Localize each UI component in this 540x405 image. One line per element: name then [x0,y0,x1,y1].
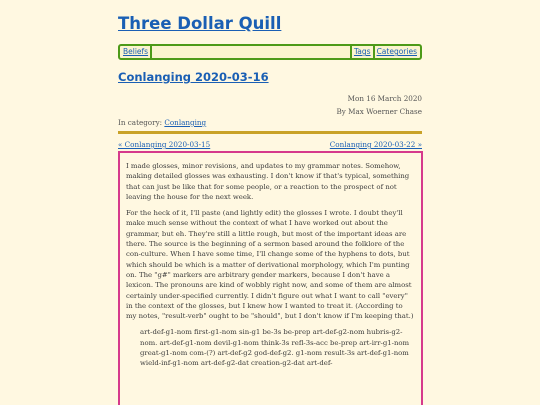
nav-link-tags[interactable]: Tags [353,47,371,56]
nav-separator [150,46,152,58]
category-prefix: In category: [118,118,163,127]
post-author: By Max Woerner Chase [336,107,422,116]
prev-post-link[interactable]: « Conlanging 2020-03-15 [118,140,211,149]
post-content [118,151,423,405]
divider [118,131,422,134]
site-title-link[interactable]: Three Dollar Quill [118,14,282,33]
category-link[interactable]: Conlanging [164,118,207,127]
post-paragraph: I made glosses, minor revisions, and updates to my grammar notes. Somehow, making detailed glosses was exhausting. I don't know if that's typical, something that can just be like that for some people, or a reaction to the prospect of not leaving the house for the next week. [126,162,410,201]
post-paragraph: For the heck of it, I'll paste (and lightly edit) the glosses I wrote. I doubt they'll make much sense without the context of what I have worked out about the grammar, but eh. They're still a little rough, but most of the important ideas are there. The source is the beginning of a sermon based around the folklore of the con-culture. When I have some time, I'll change some of the hyphens to dots, but which should be which is a matter of derivational morphology, which I'm punting on. The "g#" markers are arbitrary gender markers, because I don't have a lexicon. The pronouns are kind of wobbly right now, and some of them are almost certainly under-specified currently. I didn't figure out what I want to call "every" in the context of the glosses, but I knew how I wanted to treat it. (According to my notes, "result-verb" ought to be "should", but I don't know if I'm keeping that.) [126,209,414,321]
gloss-block: art-def-g1-nom first-g1-nom sin-g1 be-3s be-prep art-def-g2-nom hubris-g2-nom. art-def-g1-nom devil-g1-nom think-3s refl-3s-acc be-prep art-irr-g1-nom great-g1-nom com-(?) art-def-g2 god-def-g2. g1-nom result-3s art-def-g1-nom wield-inf-g1-nom art-def-g2-dat creation-g2-dat art-def- [140,328,410,368]
nav-bar [118,44,422,60]
nav-link-categories[interactable]: Categories [376,47,417,56]
nav-link-beliefs[interactable]: Beliefs [123,47,149,56]
post-date: Mon 16 March 2020 [347,94,422,103]
next-post-link[interactable]: Conlanging 2020-03-22 » [329,140,422,149]
post-title-link[interactable]: Conlanging 2020-03-16 [118,70,269,84]
post-category [118,118,206,127]
